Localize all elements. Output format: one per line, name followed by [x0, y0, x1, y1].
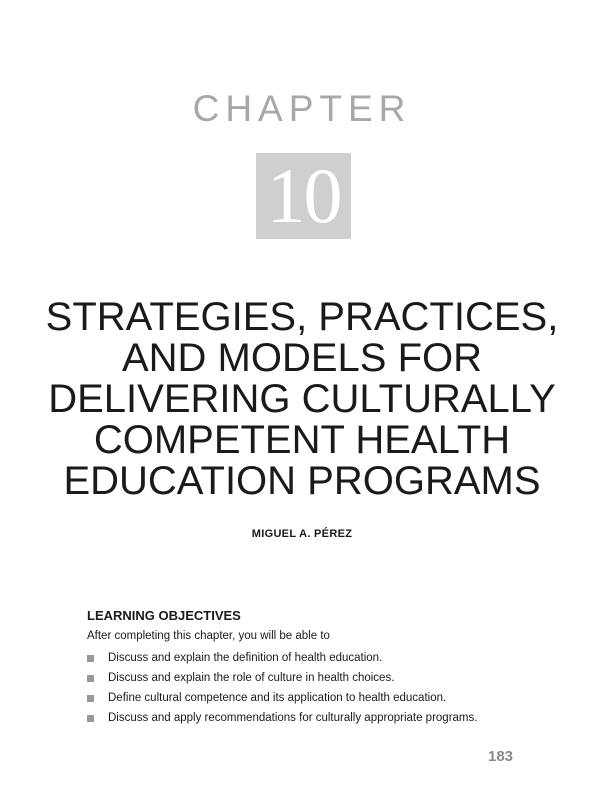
title-line: EDUCATION PROGRAMS: [63, 458, 541, 503]
chapter-label: CHAPTER: [192, 88, 412, 129]
title-line: STRATEGIES, PRACTICES,: [45, 294, 559, 339]
square-bullet-icon: [87, 695, 94, 702]
title-line: COMPETENT HEALTH: [93, 417, 511, 462]
learning-objectives-list: [87, 651, 477, 731]
list-item: [87, 671, 477, 691]
list-item: [87, 651, 477, 671]
title-line: DELIVERING CULTURALLY: [48, 376, 556, 421]
square-bullet-icon: [87, 675, 94, 682]
author-name: MIGUEL A. PÉREZ: [251, 528, 353, 540]
list-item: [87, 691, 477, 711]
objective-text: Define cultural competence and its application to health education.: [108, 692, 447, 704]
chapter-title: [40, 294, 564, 503]
list-item: [87, 711, 477, 731]
objective-text: Discuss and explain the definition of health education.: [108, 652, 383, 664]
square-bullet-icon: [87, 715, 94, 722]
learning-objectives-heading: LEARNING OBJECTIVES: [87, 608, 241, 623]
square-bullet-icon: [87, 655, 94, 662]
chapter-number-box: 10: [256, 153, 351, 239]
page-number: 183: [488, 748, 514, 765]
objective-text: Discuss and explain the role of culture in health choices.: [108, 672, 395, 684]
learning-objectives-intro: After completing this chapter, you will be able to: [87, 630, 330, 642]
objective-text: Discuss and apply recommendations for culturally appropriate programs.: [108, 712, 478, 724]
title-line: AND MODELS FOR: [121, 335, 483, 380]
